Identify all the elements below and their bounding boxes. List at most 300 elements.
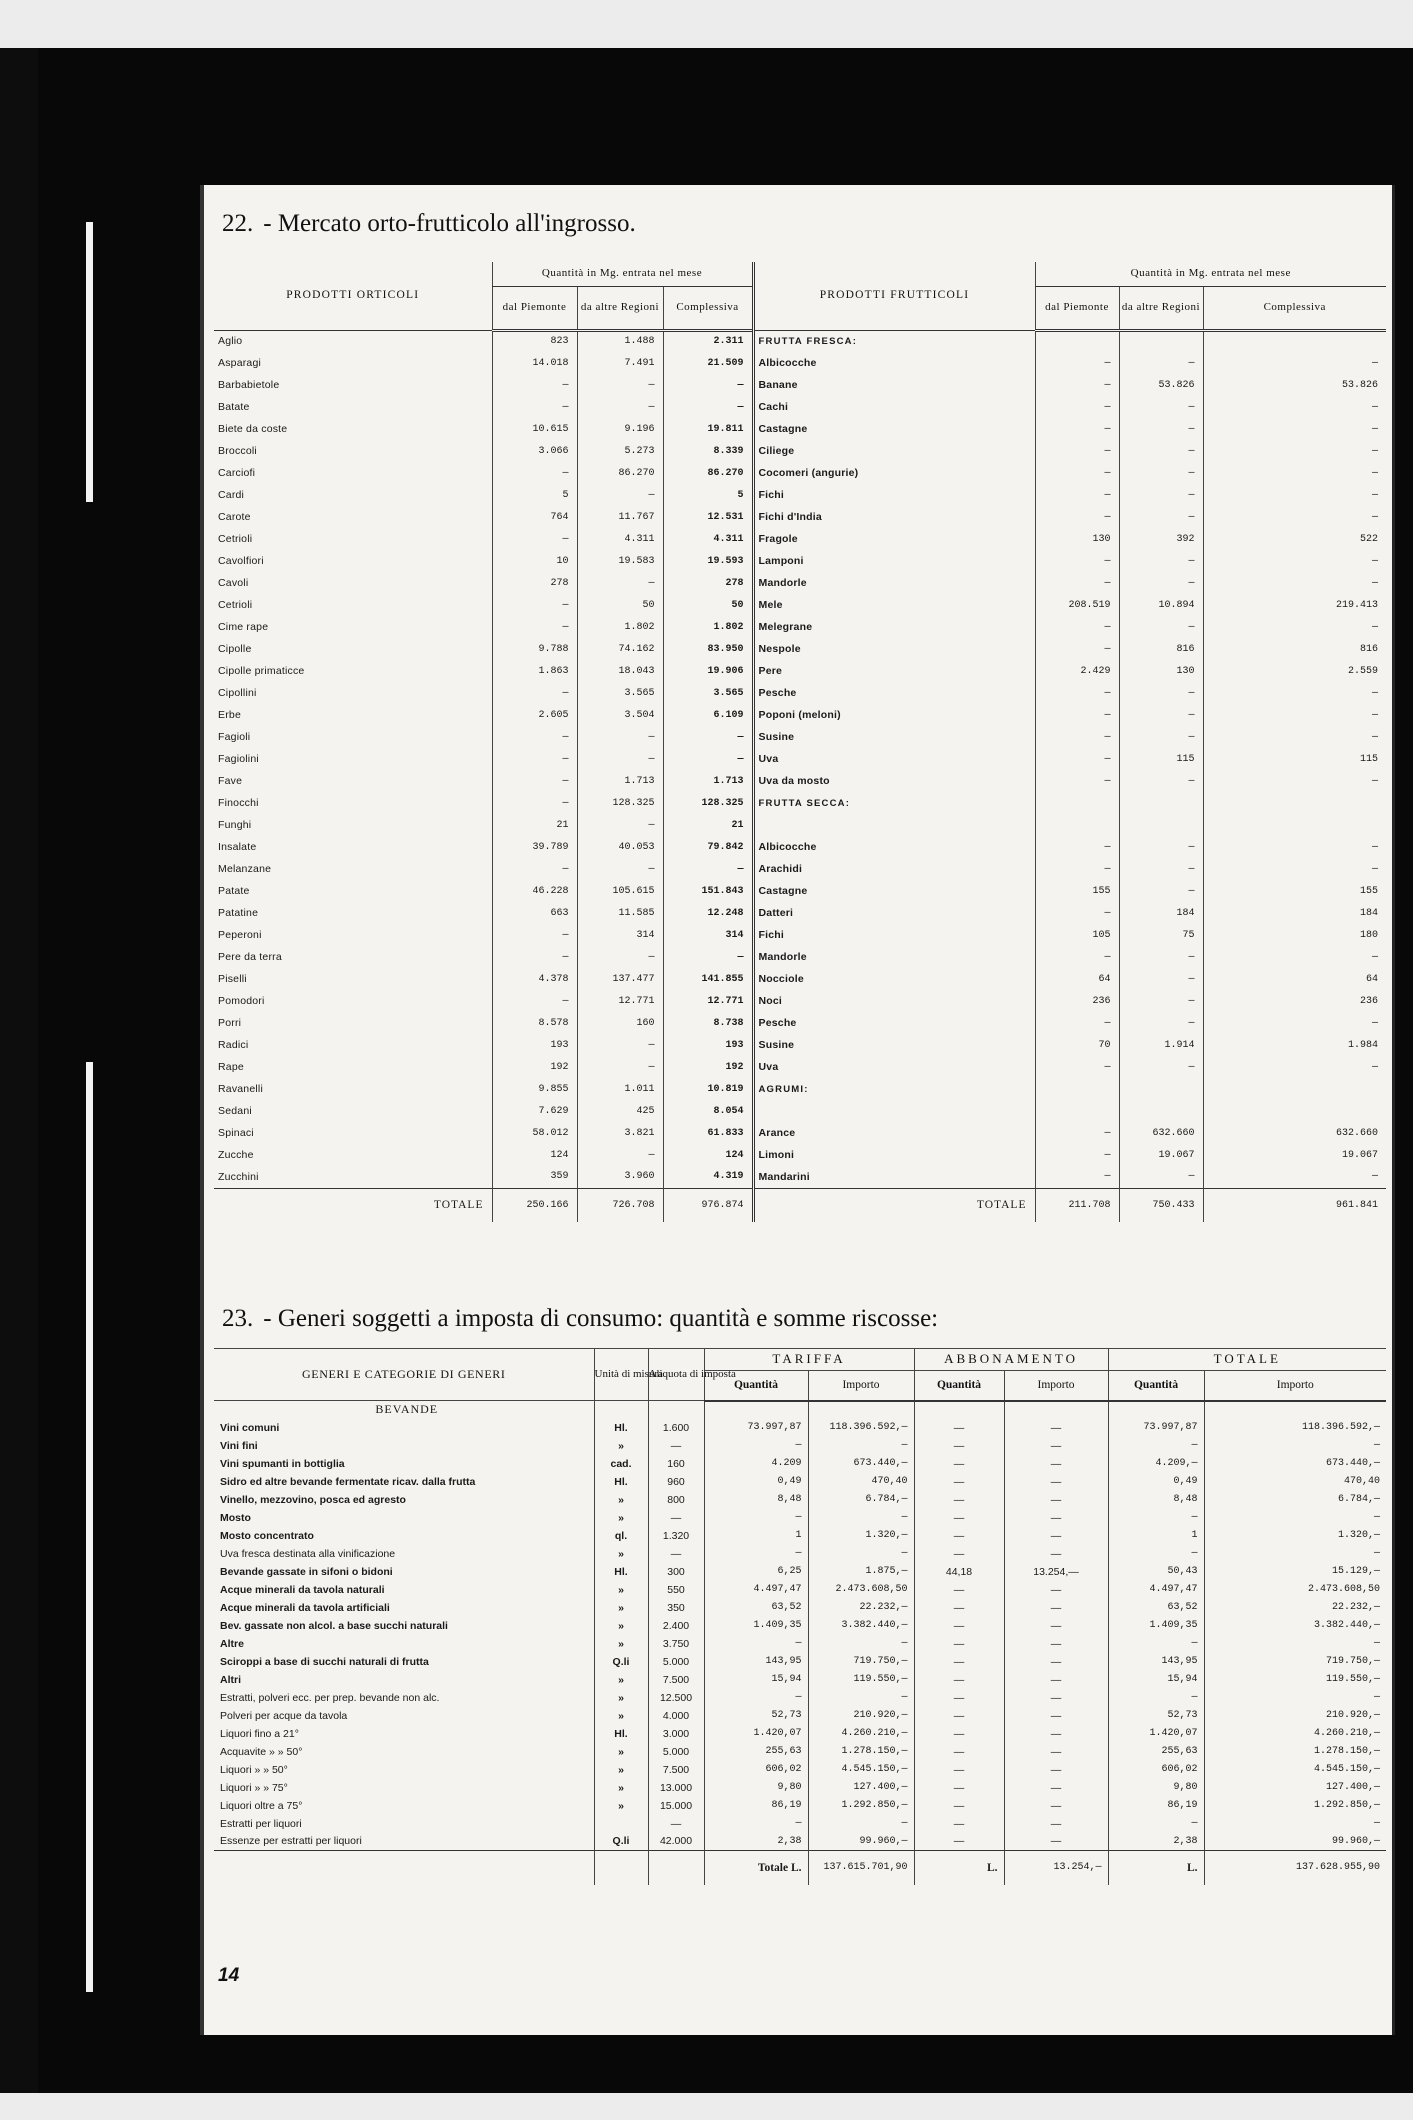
vegetable-name: Cetrioli [218,533,253,545]
aliquota: — [648,1815,704,1833]
vegetable-name: Aglio [218,335,243,348]
qty-complessiva: — [1203,1166,1386,1188]
qty-piemonte: 3.066 [492,440,577,462]
table-row [214,1653,1386,1671]
qty-altre-regioni: — [1119,550,1203,572]
qty-piemonte: 7.629 [492,1100,577,1122]
tariffa-importo: 3.382.440,— [808,1617,914,1635]
qty-altre-regioni [1119,792,1203,814]
totale-importo: 127.400,— [1204,1779,1386,1797]
table-row [214,1012,1386,1034]
totale-quantita: 143,95 [1108,1653,1204,1671]
total-label: L. [914,1851,1004,1885]
vegetable-name: Radici [218,1039,249,1051]
qty-altre-regioni: 160 [577,1012,663,1034]
qty-altre-regioni: 10.894 [1119,594,1203,616]
totale-importo: 6.784,— [1204,1491,1386,1509]
aliquota: 3.000 [648,1725,704,1743]
abbonamento-quantita: — [914,1473,1004,1491]
qty-piemonte: 278 [492,572,577,594]
fruit-name: Susine [753,1034,1035,1056]
table-row [214,1509,1386,1527]
fruit-name: Uva [753,748,1035,770]
totale-importo: 1.292.850,— [1204,1797,1386,1815]
abbonamento-importo: 13.254,— [1004,1563,1108,1581]
qty-altre-regioni: 19.583 [577,550,663,572]
abbonamento-importo: — [1004,1419,1108,1437]
vegetable-name: Cavolfiori [218,555,264,567]
qty-piemonte: 21 [492,814,577,836]
abbonamento-importo: — [1004,1527,1108,1545]
qty-altre-regioni: 1.011 [577,1078,663,1100]
header-dal-piemonte: dal Piemonte [1035,286,1119,330]
qty-piemonte: — [1035,440,1119,462]
header-altre-regioni: da altre Regioni [1119,286,1203,330]
tariffa-quantita: 606,02 [704,1761,808,1779]
table-row [214,1527,1386,1545]
fruit-name: Fichi d'India [753,506,1035,528]
abbonamento-quantita: — [914,1509,1004,1527]
qty-complessiva: — [1203,550,1386,572]
fruit-name: Mele [753,594,1035,616]
vegetable-name: Pere da terra [218,951,282,963]
aliquota: 1.600 [648,1419,704,1437]
qty-piemonte: — [492,462,577,484]
qty-altre-regioni: — [1119,990,1203,1012]
header-quantita: Quantità [704,1371,808,1401]
vegetable-name: Porri [218,1017,242,1029]
vegetable-name: Ravanelli [218,1083,263,1095]
qty-altre-regioni [1119,1100,1203,1122]
qty-piemonte: 105 [1035,924,1119,946]
abbonamento-importo: — [1004,1617,1108,1635]
qty-piemonte: — [1035,1166,1119,1188]
qty-altre-regioni: — [1119,704,1203,726]
qty-altre-regioni: — [1119,1166,1203,1188]
fruit-category: FRUTTA FRESCA: [753,330,1035,352]
qty-altre-regioni: — [577,572,663,594]
table-row [214,990,1386,1012]
tariffa-importo: 4.260.210,— [808,1725,914,1743]
vegetable-name: Insalate [218,841,257,853]
table-row [214,506,1386,528]
unita-misura: Hl. [594,1563,648,1581]
totale-importo: 1.320,— [1204,1527,1386,1545]
aliquota: 2.400 [648,1617,704,1635]
fruit-name: Mandorle [753,572,1035,594]
qty-altre-regioni: 3.821 [577,1122,663,1144]
genere-name: Bevande gassate in sifoni o bidoni [220,1565,393,1578]
qty-piemonte: 193 [492,1034,577,1056]
table-row [214,814,1386,836]
unita-misura: » [594,1491,648,1509]
qty-altre-regioni: 115 [1119,748,1203,770]
abbonamento-quantita: — [914,1653,1004,1671]
abbonamento-quantita: — [914,1617,1004,1635]
unita-misura: Hl. [594,1725,648,1743]
qty-piemonte: — [1035,374,1119,396]
aliquota: 7.500 [648,1671,704,1689]
header-categoria: GENERI E CATEGORIE DI GENERI [214,1349,594,1401]
tariffa-importo: — [808,1815,914,1833]
qty-piemonte: — [1035,550,1119,572]
table-row [214,1100,1386,1122]
qty-complessiva: — [1203,506,1386,528]
qty-altre-regioni: 128.325 [577,792,663,814]
qty-complessiva: 19.067 [1203,1144,1386,1166]
qty-complessiva: — [1203,726,1386,748]
abbonamento-importo: — [1004,1455,1108,1473]
fruit-name [753,1100,1035,1122]
totale-quantita: 2,38 [1108,1833,1204,1851]
genere-name: Acque minerali da tavola naturali [220,1583,385,1596]
qty-complessiva [1203,792,1386,814]
totale-quantita: 50,43 [1108,1563,1204,1581]
qty-piemonte: 764 [492,506,577,528]
qty-altre-regioni: — [577,726,663,748]
qty-piemonte: — [1035,616,1119,638]
qty-piemonte: — [492,792,577,814]
qty-complessiva: 193 [663,1034,753,1056]
consumption-tax-table [214,1348,1386,1885]
unita-misura: » [594,1581,648,1599]
abbonamento-importo: — [1004,1671,1108,1689]
genere-name: Acquavite » » 50° [220,1745,303,1758]
vegetable-name: Rape [218,1061,244,1073]
aliquota: 300 [648,1563,704,1581]
qty-altre-regioni: — [577,946,663,968]
aliquota: 13.000 [648,1779,704,1797]
table-row [214,1689,1386,1707]
total-label: L. [1108,1851,1204,1885]
table-row [214,616,1386,638]
qty-piemonte: — [492,770,577,792]
tariffa-quantita: 255,63 [704,1743,808,1761]
qty-altre-regioni: 632.660 [1119,1122,1203,1144]
abbonamento-importo: — [1004,1815,1108,1833]
qty-complessiva: — [1203,440,1386,462]
qty-piemonte [1035,1100,1119,1122]
qty-complessiva: 192 [663,1056,753,1078]
totale-quantita: 606,02 [1108,1761,1204,1779]
unita-misura: » [594,1545,648,1563]
header-altre-regioni: da altre Regioni [577,286,663,330]
section-label: BEVANDE [375,1402,439,1417]
table-row [214,1833,1386,1851]
fruit-name: Uva da mosto [753,770,1035,792]
qty-altre-regioni: — [1119,462,1203,484]
aliquota: 42.000 [648,1833,704,1851]
abbonamento-importo: — [1004,1653,1108,1671]
table-row [214,1144,1386,1166]
qty-piemonte: — [1035,770,1119,792]
page-edge [1392,185,1395,2035]
header-quantita: Quantità [1108,1371,1204,1401]
qty-altre-regioni: 314 [577,924,663,946]
qty-piemonte: — [1035,748,1119,770]
table-row [214,1617,1386,1635]
qty-complessiva: 184 [1203,902,1386,924]
qty-piemonte: 359 [492,1166,577,1188]
qty-altre-regioni: — [1119,484,1203,506]
vegetable-name: Funghi [218,819,252,831]
tariffa-importo: 470,40 [808,1473,914,1491]
genere-name: Vini spumanti in bottiglia [220,1457,345,1470]
totale-importo: — [1204,1815,1386,1833]
qty-complessiva [1203,814,1386,836]
qty-altre-regioni: — [1119,506,1203,528]
total-tariffa: 137.615.701,90 [808,1851,914,1885]
qty-altre-regioni: 74.162 [577,638,663,660]
table-row [214,1671,1386,1689]
unita-misura: » [594,1707,648,1725]
vegetable-name: Biete da coste [218,423,288,435]
abbonamento-quantita: — [914,1527,1004,1545]
tariffa-importo: — [808,1509,914,1527]
table-row [214,1122,1386,1144]
qty-complessiva: 6.109 [663,704,753,726]
fruit-name: Limoni [753,1144,1035,1166]
qty-piemonte: 1.863 [492,660,577,682]
qty-complessiva: — [663,858,753,880]
qty-complessiva: 12.248 [663,902,753,924]
qty-piemonte: — [492,726,577,748]
tariffa-importo: 1.875,— [808,1563,914,1581]
fruit-name: Albicocche [753,352,1035,374]
vegetable-name: Fagiolini [218,753,259,765]
qty-piemonte: 10 [492,550,577,572]
qty-complessiva: 8.054 [663,1100,753,1122]
abbonamento-importo: — [1004,1743,1108,1761]
qty-complessiva: 236 [1203,990,1386,1012]
page-number: 14 [218,1965,240,1986]
footer-spacer [594,1851,648,1885]
qty-altre-regioni: 7.491 [577,352,663,374]
qty-complessiva: 128.325 [663,792,753,814]
fruit-name: Fichi [753,484,1035,506]
qty-altre-regioni: 105.615 [577,880,663,902]
totale-quantita: — [1108,1437,1204,1455]
abbonamento-importo: — [1004,1509,1108,1527]
vegetable-name: Cime rape [218,621,269,633]
total-cell: 250.166 [492,1188,577,1222]
aliquota: 3.750 [648,1635,704,1653]
qty-complessiva: — [663,396,753,418]
qty-complessiva: — [1203,396,1386,418]
tariffa-importo: 719.750,— [808,1653,914,1671]
unita-misura: cad. [594,1455,648,1473]
footer-spacer [648,1851,704,1885]
qty-piemonte: — [1035,704,1119,726]
abbonamento-importo: — [1004,1491,1108,1509]
qty-altre-regioni: — [577,374,663,396]
totale-importo: 3.382.440,— [1204,1617,1386,1635]
vegetable-name: Cetrioli [218,599,253,611]
table-row [214,418,1386,440]
totale-importo: 119.550,— [1204,1671,1386,1689]
table-row [214,1725,1386,1743]
qty-complessiva: 522 [1203,528,1386,550]
unita-misura: Hl. [594,1419,648,1437]
qty-piemonte: — [1035,836,1119,858]
qty-piemonte: 663 [492,902,577,924]
abbonamento-quantita: — [914,1635,1004,1653]
qty-altre-regioni: 425 [577,1100,663,1122]
totale-importo: 22.232,— [1204,1599,1386,1617]
genere-name: Sciroppi a base di succhi naturali di frutta [220,1655,429,1668]
header-tariffa: TARIFFA [704,1349,914,1371]
table-row [214,1743,1386,1761]
vegetable-name: Cardi [218,489,245,501]
abbonamento-quantita: — [914,1671,1004,1689]
table-row [214,352,1386,374]
tariffa-importo: 1.278.150,— [808,1743,914,1761]
table-row [214,594,1386,616]
aliquota: — [648,1437,704,1455]
qty-altre-regioni: — [1119,352,1203,374]
qty-complessiva: 8.339 [663,440,753,462]
qty-piemonte: — [492,924,577,946]
qty-complessiva: 151.843 [663,880,753,902]
qty-complessiva: 12.771 [663,990,753,1012]
qty-altre-regioni: 1.802 [577,616,663,638]
total-label: TOTALE [214,1188,492,1222]
qty-piemonte: — [492,946,577,968]
header-totale: TOTALE [1108,1349,1386,1371]
abbonamento-quantita: — [914,1725,1004,1743]
totale-importo: 470,40 [1204,1473,1386,1491]
table-row [214,1078,1386,1100]
qty-piemonte: — [1035,638,1119,660]
aliquota: 5.000 [648,1743,704,1761]
tariffa-importo: 6.784,— [808,1491,914,1509]
unita-misura: » [594,1437,648,1455]
qty-complessiva: 632.660 [1203,1122,1386,1144]
tariffa-quantita: 1.409,35 [704,1617,808,1635]
totale-quantita: 63,52 [1108,1599,1204,1617]
fruit-name: Nocciole [753,968,1035,990]
abbonamento-quantita: — [914,1689,1004,1707]
qty-altre-regioni: 816 [1119,638,1203,660]
qty-altre-regioni: — [1119,726,1203,748]
qty-altre-regioni: — [577,1144,663,1166]
totale-quantita: 9,80 [1108,1779,1204,1797]
abbonamento-importo: — [1004,1761,1108,1779]
qty-altre-regioni: — [1119,1012,1203,1034]
qty-altre-regioni [1119,814,1203,836]
qty-altre-regioni: 86.270 [577,462,663,484]
section-22-title [222,210,636,238]
tariffa-quantita: 0,49 [704,1473,808,1491]
totale-quantita: 4.497,47 [1108,1581,1204,1599]
table-row [214,880,1386,902]
qty-altre-regioni: 184 [1119,902,1203,924]
totale-quantita: — [1108,1635,1204,1653]
qty-piemonte: 192 [492,1056,577,1078]
section-row [214,1401,1386,1419]
table-row [214,1419,1386,1437]
qty-piemonte [1035,1078,1119,1100]
unita-misura: » [594,1599,648,1617]
totale-importo: 4.260.210,— [1204,1725,1386,1743]
total-cell: 211.708 [1035,1188,1119,1222]
qty-altre-regioni [1119,1078,1203,1100]
fruit-name: Castagne [753,880,1035,902]
qty-complessiva: 21 [663,814,753,836]
tariffa-importo: 1.320,— [808,1527,914,1545]
table-row [214,792,1386,814]
totale-importo: 15.129,— [1204,1563,1386,1581]
table-row [214,704,1386,726]
fruit-name: Mandorle [753,946,1035,968]
totale-importo: 1.278.150,— [1204,1743,1386,1761]
qty-altre-regioni: 137.477 [577,968,663,990]
table-row [214,1166,1386,1188]
tariffa-importo: 210.920,— [808,1707,914,1725]
genere-name: Vini comuni [220,1421,280,1434]
qty-altre-regioni: 3.504 [577,704,663,726]
genere-name: Polveri per acque da tavola [220,1709,348,1722]
abbonamento-importo: — [1004,1797,1108,1815]
abbonamento-quantita: 44,18 [914,1563,1004,1581]
qty-complessiva: 83.950 [663,638,753,660]
tariffa-quantita: 2,38 [704,1833,808,1851]
qty-altre-regioni: 1.713 [577,770,663,792]
fruit-name: Lamponi [753,550,1035,572]
totale-quantita: 73.997,87 [1108,1419,1204,1437]
aliquota: 7.500 [648,1761,704,1779]
unita-misura: » [594,1671,648,1689]
section-number: 22. [222,210,254,237]
qty-piemonte: — [1035,1012,1119,1034]
qty-piemonte: 155 [1035,880,1119,902]
table-row [214,330,1386,352]
vegetable-name: Patatine [218,907,259,919]
qty-complessiva: 86.270 [663,462,753,484]
aliquota: — [648,1509,704,1527]
totale-importo: 2.473.608,50 [1204,1581,1386,1599]
vegetable-name: Cipolle primaticce [218,665,305,677]
qty-complessiva: 61.833 [663,1122,753,1144]
header-importo: Importo [808,1371,914,1401]
qty-piemonte: — [492,616,577,638]
table-row [214,1563,1386,1581]
qty-piemonte: — [1035,902,1119,924]
vegetable-name: Cipollini [218,687,257,699]
qty-altre-regioni: 75 [1119,924,1203,946]
qty-complessiva: — [1203,770,1386,792]
totale-quantita: 86,19 [1108,1797,1204,1815]
aliquota: 800 [648,1491,704,1509]
abbonamento-importo: — [1004,1545,1108,1563]
genere-name: Liquori fino a 21° [220,1727,299,1740]
totale-importo: — [1204,1437,1386,1455]
qty-piemonte: 130 [1035,528,1119,550]
qty-altre-regioni: — [577,1034,663,1056]
qty-piemonte: — [1035,1144,1119,1166]
qty-altre-regioni: 5.273 [577,440,663,462]
qty-complessiva: 278 [663,572,753,594]
qty-complessiva: 8.738 [663,1012,753,1034]
abbonamento-importo: — [1004,1437,1108,1455]
vegetable-name: Asparagi [218,357,262,369]
unita-misura: » [594,1689,648,1707]
qty-piemonte [1035,814,1119,836]
consumption-tax-body [214,1401,1386,1851]
qty-piemonte: — [492,528,577,550]
qty-complessiva: 2.311 [663,330,753,352]
table-row [214,484,1386,506]
